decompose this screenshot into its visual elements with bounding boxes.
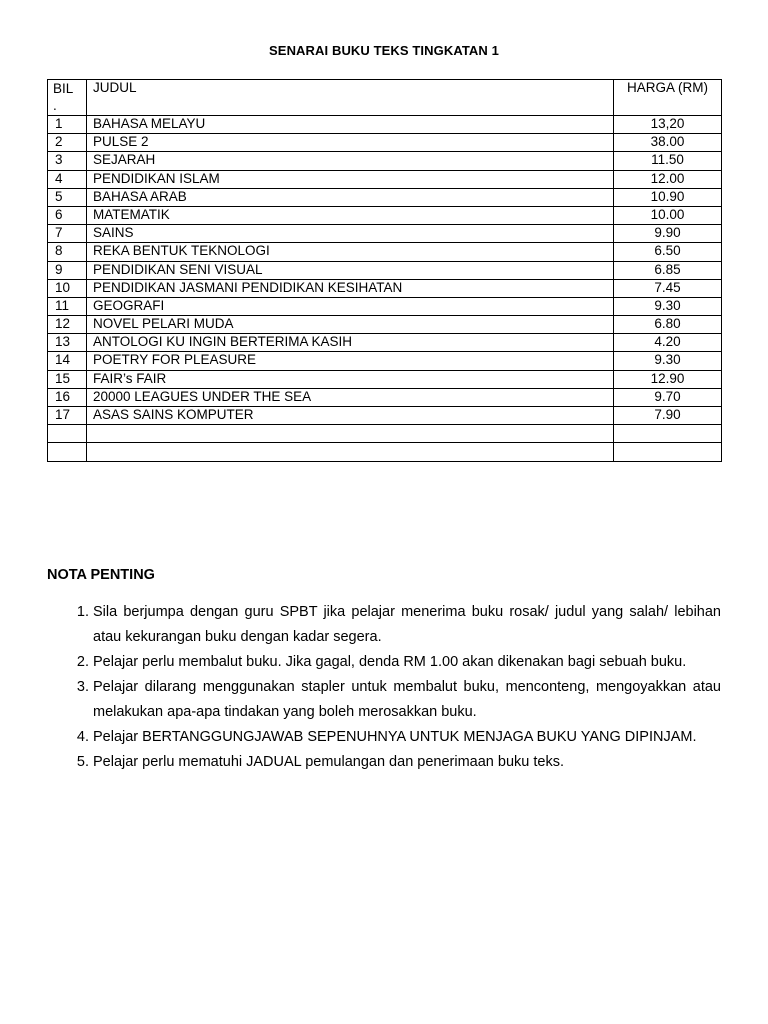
notes-list — [47, 600, 721, 775]
cell-judul: REKA BENTUK TEKNOLOGI — [87, 243, 614, 261]
cell-bil: 15 — [48, 370, 87, 388]
table-row — [48, 334, 722, 352]
cell-judul: SAINS — [87, 225, 614, 243]
cell-judul: MATEMATIK — [87, 206, 614, 224]
cell-bil: 6 — [48, 206, 87, 224]
cell-judul: PENDIDIKAN ISLAM — [87, 170, 614, 188]
table-row — [48, 116, 722, 134]
cell-bil: 4 — [48, 170, 87, 188]
cell-bil: 14 — [48, 352, 87, 370]
table-row — [48, 370, 722, 388]
cell-judul: GEOGRAFI — [87, 297, 614, 315]
table-row — [48, 243, 722, 261]
cell-judul: ANTOLOGI KU INGIN BERTERIMA KASIH — [87, 334, 614, 352]
note-item: 5. Pelajar perlu mematuhi JADUAL pemulangan dan penerimaan buku teks. — [93, 750, 721, 775]
table-row — [48, 352, 722, 370]
table-row — [48, 425, 722, 443]
cell-bil: 16 — [48, 388, 87, 406]
column-header-judul: JUDUL — [87, 80, 614, 116]
cell-judul: PENDIDIKAN SENI VISUAL — [87, 261, 614, 279]
cell-harga: 4.20 — [614, 334, 722, 352]
cell-judul: BAHASA ARAB — [87, 188, 614, 206]
table-row — [48, 407, 722, 425]
cell-harga: 38.00 — [614, 134, 722, 152]
cell-harga: 7.90 — [614, 407, 722, 425]
cell-judul: ASAS SAINS KOMPUTER — [87, 407, 614, 425]
cell-judul: PENDIDIKAN JASMANI PENDIDIKAN KESIHATAN — [87, 279, 614, 297]
notes-heading: NOTA PENTING — [47, 567, 155, 583]
cell-judul — [87, 443, 614, 461]
table-row — [48, 225, 722, 243]
cell-bil: 5 — [48, 188, 87, 206]
cell-harga: 11.50 — [614, 152, 722, 170]
cell-harga: 13,20 — [614, 116, 722, 134]
cell-harga: 6.85 — [614, 261, 722, 279]
table-row — [48, 279, 722, 297]
note-item: 2. Pelajar perlu membalut buku. Jika gagal, denda RM 1.00 akan dikenakan bagi sebuah buku. — [93, 650, 721, 675]
cell-harga: 9.90 — [614, 225, 722, 243]
column-header-harga: HARGA (RM) — [614, 80, 722, 116]
table-row — [48, 188, 722, 206]
cell-bil — [48, 425, 87, 443]
cell-harga — [614, 443, 722, 461]
cell-harga: 12.00 — [614, 170, 722, 188]
table-header-row — [48, 80, 722, 116]
cell-harga: 10.00 — [614, 206, 722, 224]
cell-judul: NOVEL PELARI MUDA — [87, 316, 614, 334]
cell-bil: 1 — [48, 116, 87, 134]
note-item: 3. Pelajar dilarang menggunakan stapler untuk membalut buku, menconteng, mengoyakkan atau melakukan apa-apa tindakan yang boleh merosakkan buku. — [93, 675, 721, 725]
cell-bil: 13 — [48, 334, 87, 352]
note-item: 4. Pelajar BERTANGGUNGJAWAB SEPENUHNYA UNTUK MENJAGA BUKU YANG DIPINJAM. — [93, 725, 721, 750]
cell-harga: 9.30 — [614, 297, 722, 315]
cell-harga — [614, 425, 722, 443]
cell-judul: SEJARAH — [87, 152, 614, 170]
cell-bil: 9 — [48, 261, 87, 279]
table-row — [48, 206, 722, 224]
cell-judul: FAIR’s FAIR — [87, 370, 614, 388]
cell-judul: PULSE 2 — [87, 134, 614, 152]
table-row — [48, 297, 722, 315]
cell-judul — [87, 425, 614, 443]
cell-harga: 7.45 — [614, 279, 722, 297]
cell-bil: 3 — [48, 152, 87, 170]
table-body — [48, 116, 722, 462]
cell-bil: 8 — [48, 243, 87, 261]
cell-harga: 12.90 — [614, 370, 722, 388]
cell-harga: 10.90 — [614, 188, 722, 206]
book-list-table — [47, 79, 722, 462]
column-header-bil — [48, 80, 87, 116]
table-row — [48, 261, 722, 279]
cell-harga: 9.30 — [614, 352, 722, 370]
cell-judul: BAHASA MELAYU — [87, 116, 614, 134]
column-header-bil-text: BIL . — [53, 81, 74, 113]
cell-bil: 7 — [48, 225, 87, 243]
cell-bil: 17 — [48, 407, 87, 425]
table-row — [48, 170, 722, 188]
cell-bil: 12 — [48, 316, 87, 334]
cell-harga: 6.50 — [614, 243, 722, 261]
table-row — [48, 388, 722, 406]
note-item: 1. Sila berjumpa dengan guru SPBT jika pelajar menerima buku rosak/ judul yang salah/ lebihan atau kekurangan buku dengan kadar segera. — [93, 600, 721, 650]
cell-bil — [48, 443, 87, 461]
page-title: SENARAI BUKU TEKS TINGKATAN 1 — [269, 43, 499, 58]
cell-judul: 20000 LEAGUES UNDER THE SEA — [87, 388, 614, 406]
cell-bil: 2 — [48, 134, 87, 152]
cell-bil: 11 — [48, 297, 87, 315]
cell-harga: 6.80 — [614, 316, 722, 334]
table-row — [48, 152, 722, 170]
table-row — [48, 316, 722, 334]
cell-bil: 10 — [48, 279, 87, 297]
table-row — [48, 443, 722, 461]
cell-judul: POETRY FOR PLEASURE — [87, 352, 614, 370]
cell-harga: 9.70 — [614, 388, 722, 406]
table-row — [48, 134, 722, 152]
